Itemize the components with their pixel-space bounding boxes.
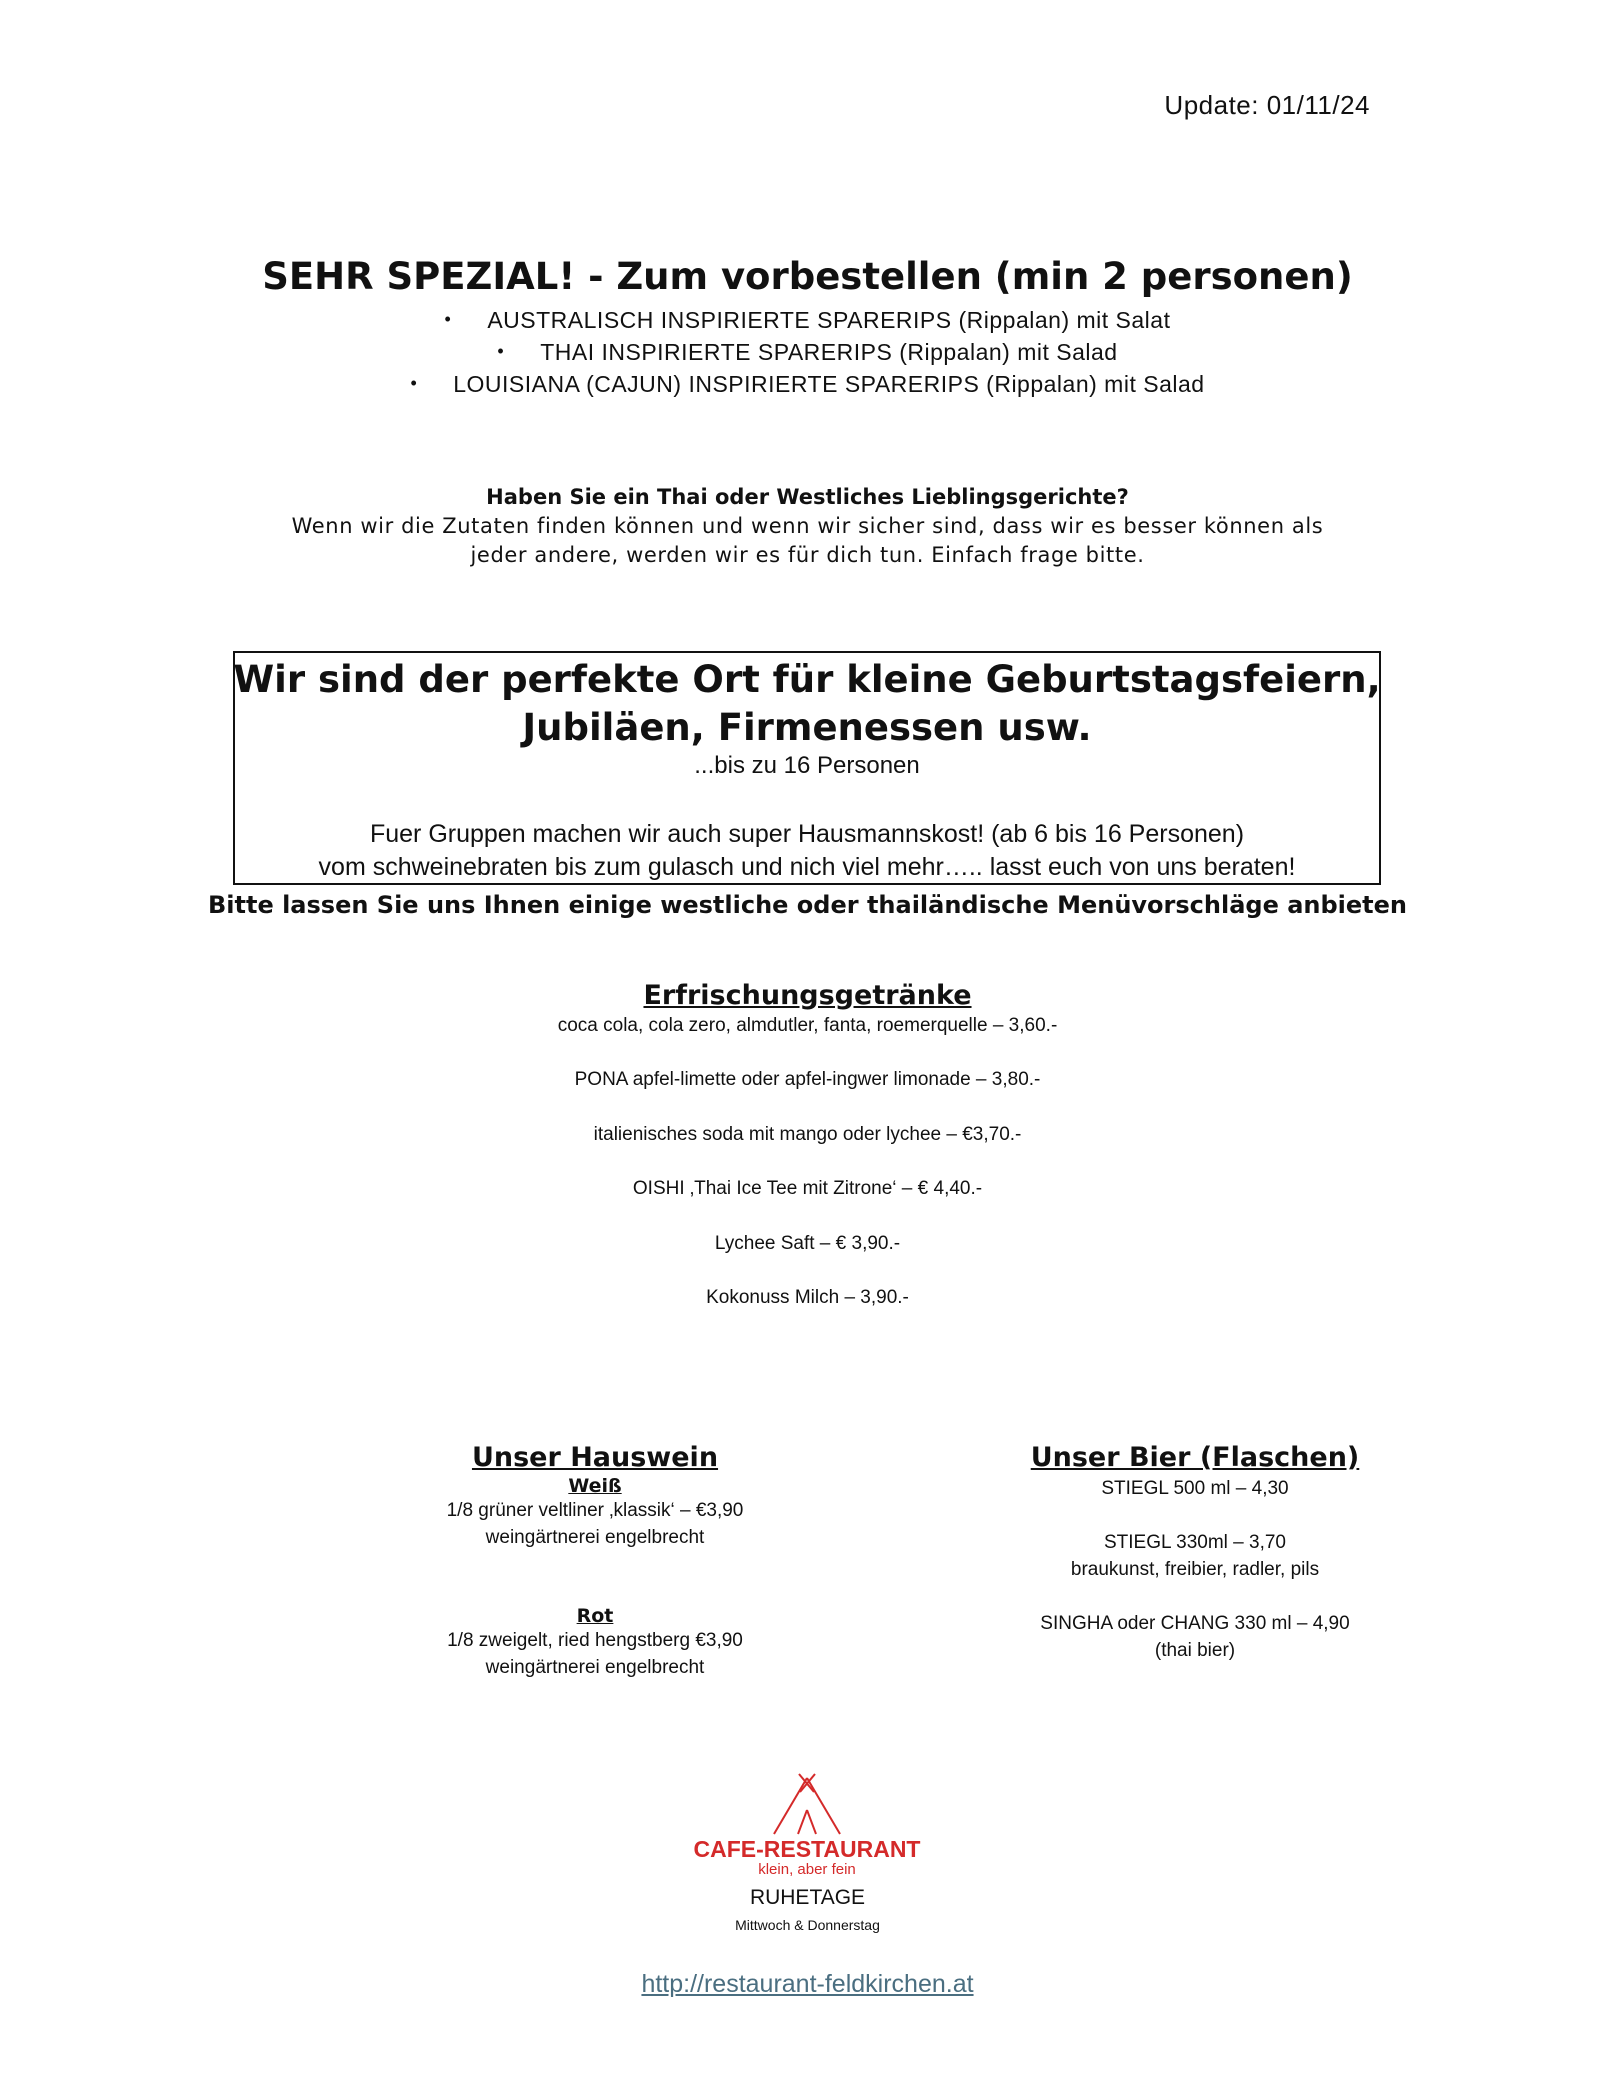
tipi-icon	[690, 1770, 925, 1880]
favorite-text: Wenn wir die Zutaten finden können und wenn wir sicher sind, dass wir es besser können als jeder andere, werden wir es für dich tun. Einfach frage bitte.	[291, 514, 1324, 567]
wine-red-line: 1/8 zweigelt, ried hengstberg €3,90	[447, 1630, 743, 1651]
drink-item: Kokonuss Milch – 3,90.-	[706, 1287, 909, 1308]
beer-line: SINGHA oder CHANG 330 ml – 4,90	[1040, 1613, 1350, 1634]
drink-item: PONA apfel-limette oder apfel-ingwer limonade – 3,80.-	[574, 1069, 1041, 1090]
beer-section	[1000, 1442, 1390, 1664]
drink-item: coca cola, cola zero, almdutler, fanta, roemerquelle – 3,60.-	[557, 1015, 1058, 1036]
party-group-text: vom schweinebraten bis zum gulasch und nich viel mehr….. lasst euch von uns beraten!	[318, 853, 1296, 881]
wine-section	[380, 1442, 810, 1681]
menu-offer: Bitte lassen Sie uns Ihnen einige westliche oder thailändische Menüvorschläge anbieten	[207, 891, 1407, 919]
party-heading-line: Wir sind der perfekte Ort für kleine Geburtstagsfeiern,	[233, 658, 1381, 701]
bullet-icon: •	[444, 309, 452, 329]
update-date: Update: 01/11/24	[1164, 90, 1370, 120]
wine-white-label: Weiß	[568, 1475, 622, 1497]
wine-white-line: 1/8 grüner veltliner ‚klassik‘ – €3,90	[446, 1500, 744, 1521]
beer-line: braukunst, freibier, radler, pils	[1070, 1559, 1320, 1580]
special-item	[0, 371, 1615, 398]
favorite-question: Haben Sie ein Thai oder Westliches Lieblingsgerichte?	[486, 485, 1129, 509]
bullet-icon: •	[497, 341, 505, 361]
closed-days: Mittwoch & Donnerstag	[735, 1917, 880, 1933]
beer-line: STIEGL 500 ml – 4,30	[1101, 1478, 1289, 1499]
party-heading-line: Jubiläen, Firmenessen usw.	[522, 706, 1092, 749]
beer-heading: Unser Bier (Flaschen)	[1030, 1442, 1360, 1473]
logo-name: CAFE-RESTAURANT	[693, 1836, 921, 1862]
special-item	[0, 307, 1615, 334]
drink-item: OISHI ‚Thai Ice Tee mit Zitrone‘ – € 4,40.-	[632, 1178, 983, 1199]
drink-item: italienisches soda mit mango oder lychee – €3,70.-	[593, 1124, 1022, 1145]
special-item	[0, 339, 1615, 366]
wine-white-line: weingärtnerei engelbrecht	[485, 1527, 705, 1548]
drink-item: Lychee Saft – € 3,90.-	[714, 1233, 901, 1254]
wine-red-line: weingärtnerei engelbrecht	[485, 1657, 705, 1678]
beer-line: (thai bier)	[1154, 1640, 1236, 1661]
closed-days-label: RUHETAGE	[749, 1886, 866, 1909]
beer-line: STIEGL 330ml – 3,70	[1103, 1532, 1286, 1553]
drinks-heading: Erfrischungsgetränke	[643, 980, 972, 1011]
special-heading: SEHR SPEZIAL! - Zum vorbestellen (min 2 personen)	[262, 255, 1353, 298]
special-item-text: THAI INSPIRIERTE SPARERIPS (Rippalan) mit Salad	[540, 339, 1118, 365]
website-link[interactable]: http://restaurant-feldkirchen.at	[641, 1970, 974, 1998]
restaurant-logo	[690, 1770, 925, 1880]
wine-heading: Unser Hauswein	[471, 1442, 719, 1473]
special-item-text: LOUISIANA (CAJUN) INSPIRIERTE SPARERIPS (Rippalan) mit Salad	[453, 371, 1205, 397]
special-item-text: AUSTRALISCH INSPIRIERTE SPARERIPS (Rippalan) mit Salat	[487, 307, 1171, 333]
bullet-icon: •	[410, 373, 418, 393]
party-heading	[233, 656, 1381, 752]
logo-tagline: klein, aber fein	[758, 1861, 856, 1878]
party-group-text: Fuer Gruppen machen wir auch super Hausmannskost! (ab 6 bis 16 Personen)	[369, 820, 1245, 848]
wine-red-label: Rot	[576, 1605, 614, 1627]
party-capacity: ...bis zu 16 Personen	[694, 752, 920, 779]
